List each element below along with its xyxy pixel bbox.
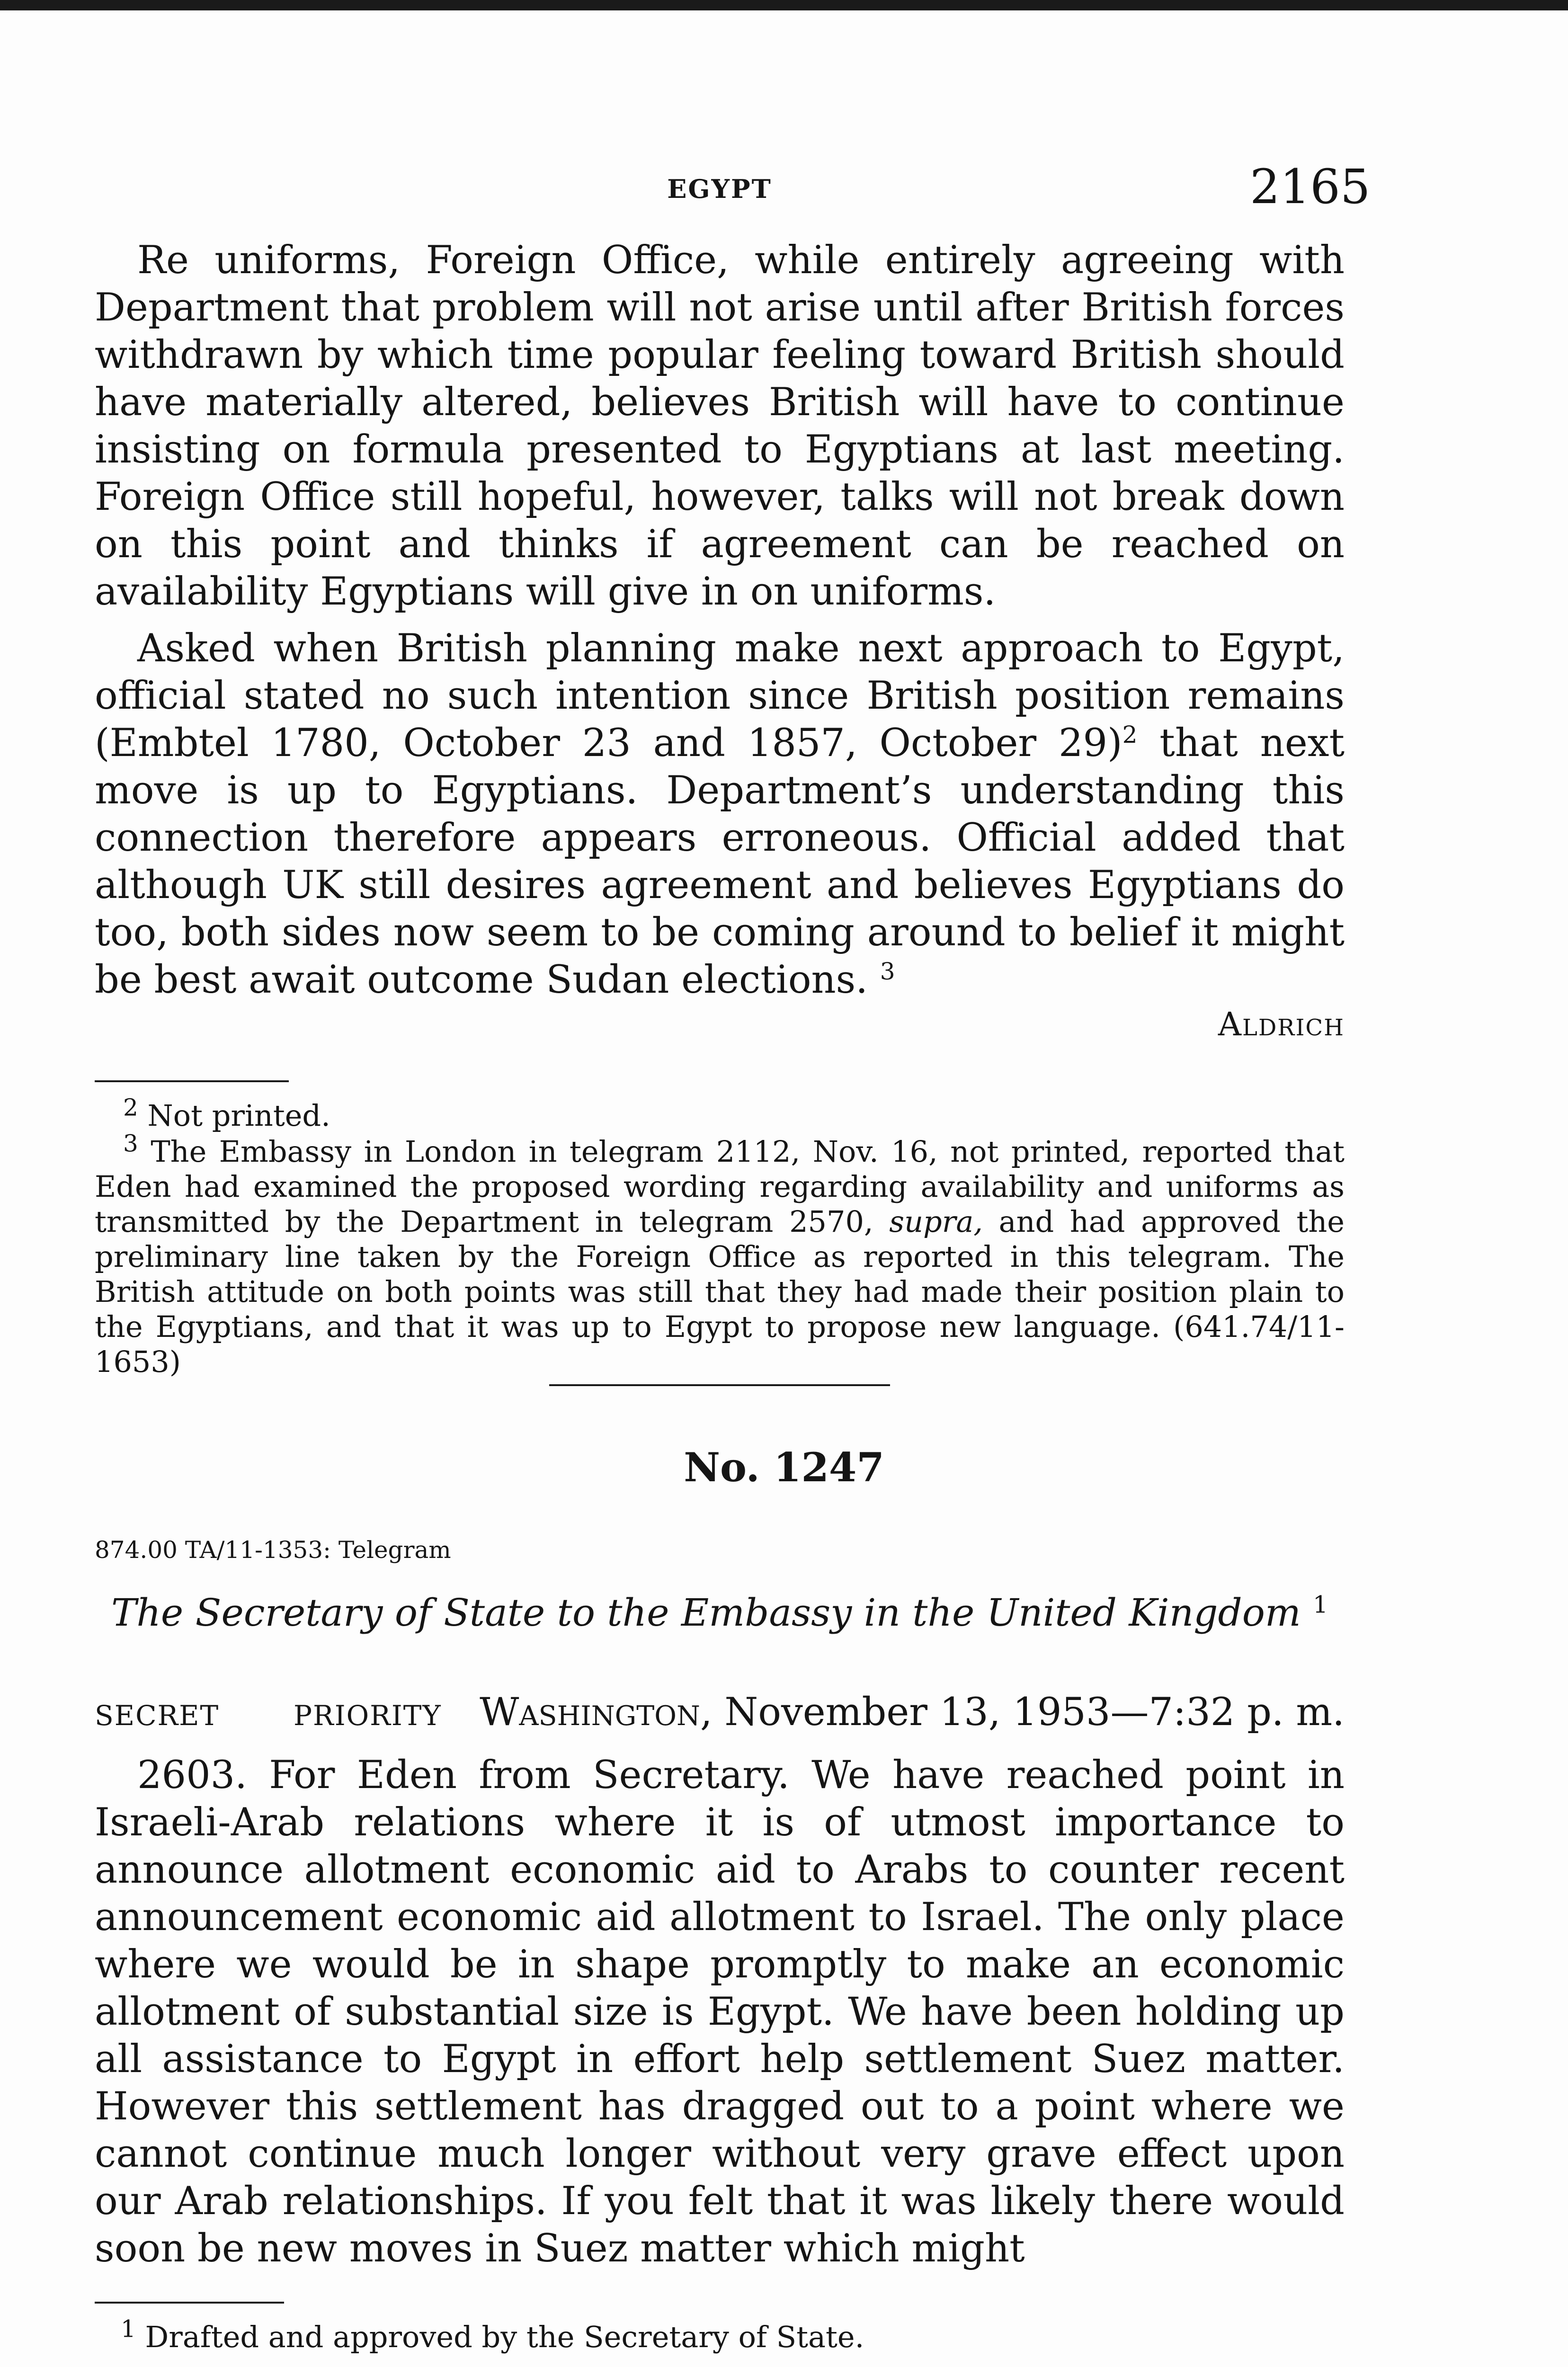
footnote-divider-2 [95, 2302, 284, 2304]
footnote-3-text-a: The Embassy in London in telegram 2112, Nov. 16, not printed, reported that Eden had examined the proposed wording regarding availability and uniforms as transmitted by the Department in telegram 2570, [95, 1134, 1345, 1239]
section-divider [549, 1384, 890, 1386]
footnote-2 [95, 1094, 1345, 1133]
footnote-ref-3: 3 [880, 958, 895, 985]
footnote-3-text-b: and had approved the preliminary line taken by the Foreign Office as reported in this telegram. The British attitude on both points was still that they had made their position plain to the Egyptians, and that it was up to Egypt to propose new language. (641.74/11-1653) [95, 1204, 1345, 1379]
dateline [95, 1690, 1345, 1737]
footnote-divider [95, 1080, 289, 1082]
precedence: PRIORITY [294, 1700, 442, 1732]
footnote-1 [95, 2315, 1345, 2355]
paragraph-uniforms: Re uniforms, Foreign Office, while entirely agreeing with Department that problem will not arise until after British forces withdrawn by which time popular feeling toward British should have materially altered, believes British will have to continue insisting on formula presented to Egyptians at last meeting. Foreign Office still hopeful, however, talks will not break down on this point and thinks if agreement can be reached on availability Egyptians will give in on uniforms. [95, 238, 1345, 614]
paragraph-next-approach [95, 625, 1345, 1004]
document-title [95, 1591, 1345, 1635]
footnote-2-marker: 2 [123, 1094, 138, 1121]
footnote-ref-1: 1 [1313, 1591, 1328, 1619]
footnote-3-marker: 3 [123, 1130, 138, 1157]
date: November 13, 1953—7:32 p. m. [712, 1690, 1345, 1735]
running-head: EGYPT [667, 174, 772, 204]
document-number: No. 1247 [684, 1444, 884, 1491]
paragraph-next-approach-part2: that next move is up to Egyptians. Department’s understanding this connection therefore appears erroneous. Official added that although UK still desires agreement and believes Egyptians do too, both sides now seem to be coming around to belief it might be best await outcome Sudan elections. [95, 721, 1345, 1002]
telegram-body: 2603. For Eden from Secretary. We have reached point in Israeli-Arab relations where it is of utmost importance to announce allotment economic aid to Arabs to counter recent announcement economic aid allotment to Israel. The only place where we would be in shape promptly to make an economic allotment of substantial size is Egypt. We have been holding up all assistance to Egypt in effort help settlement Suez matter. However this settlement has dragged out to a point where we cannot continue much longer without very grave effect upon our Arab relationships. If you felt that it was likely there would soon be new moves in Suez matter which might [95, 1753, 1345, 2271]
classification: SECRET [95, 1700, 220, 1732]
footnote-2-text: Not printed. [147, 1098, 330, 1133]
footnote-3 [95, 1130, 1345, 1379]
file-reference: 874.00 TA/11-1353: Telegram [95, 1536, 451, 1564]
page-header [95, 159, 1371, 215]
footnote-1-text: Drafted and approved by the Secretary of State. [145, 2320, 864, 2354]
paragraph-next-approach-part1: Asked when British planning make next approach to Egypt, official stated no such intention since British position remains (Embtel 1780, October 23 and 1857, October 29) [95, 626, 1345, 765]
signature: Aldrich [1218, 1006, 1345, 1043]
place-date [480, 1690, 1345, 1735]
place: Washington, [480, 1690, 713, 1735]
footnote-ref-2: 2 [1122, 721, 1138, 748]
page-number: 2165 [1250, 159, 1371, 214]
footnote-1-marker: 1 [121, 2315, 136, 2343]
document-title-text: The Secretary of State to the Embassy in the United Kingdom [111, 1591, 1301, 1635]
page-top-border [0, 0, 1568, 10]
footnote-3-italic: supra, [889, 1204, 983, 1239]
